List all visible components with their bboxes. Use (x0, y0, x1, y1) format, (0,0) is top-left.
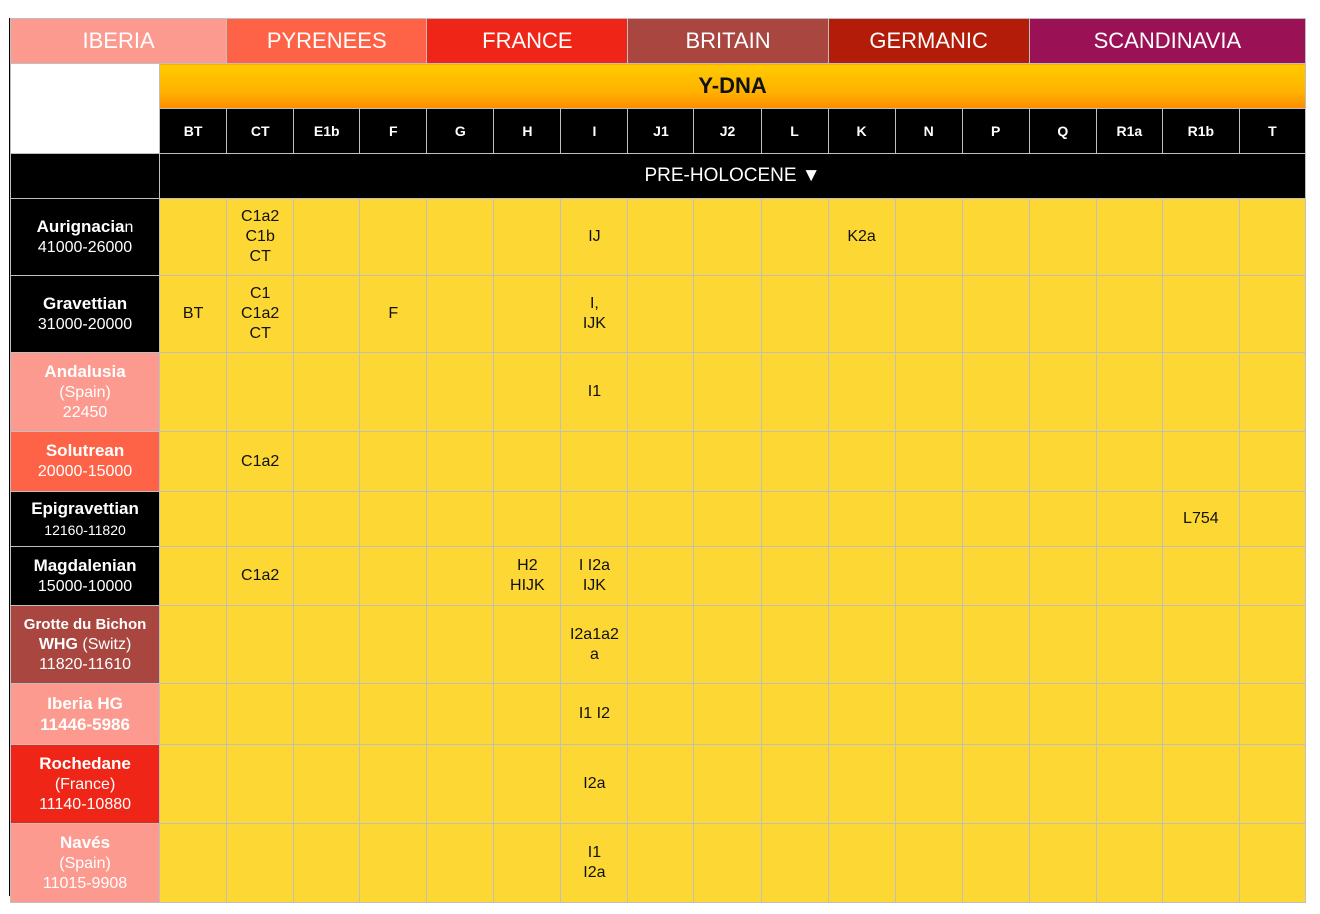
haplogroup-cell (962, 276, 1029, 353)
period-side-cell (11, 154, 160, 199)
region-header-britain: BRITAIN (628, 19, 828, 64)
region-header-pyrenees: PYRENEES (227, 19, 427, 64)
culture-name-line (11, 615, 159, 635)
haplogroup-cell (427, 432, 494, 492)
haplogroup-cell (962, 745, 1029, 824)
haplogroup-value: HIJK (510, 577, 545, 594)
haplogroup-value: IJK (582, 315, 606, 332)
haplogroup-cell (828, 276, 895, 353)
haplogroup-cell (1162, 492, 1239, 547)
haplogroup-cell (828, 432, 895, 492)
haplogroup-cell (1029, 547, 1096, 606)
haplogroup-cell (427, 606, 494, 684)
culture-dates: 41000-26000 (37, 238, 133, 256)
haplogroup-cell (227, 606, 294, 684)
haplogroup-cell (160, 547, 227, 606)
haplogroup-header: J1 (628, 109, 694, 154)
haplogroup-cell (494, 824, 561, 903)
haplogroup-cell (895, 745, 962, 824)
culture-label-cell (11, 547, 160, 606)
haplogroup-cell (761, 824, 828, 903)
haplogroup-cell (427, 199, 494, 276)
haplogroup-cell (360, 684, 427, 745)
region-header-germanic: GERMANIC (828, 19, 1029, 64)
haplogroup-cell (694, 606, 761, 684)
culture-name-line (11, 556, 159, 577)
haplogroup-value: I I2a (578, 557, 610, 574)
haplogroup-value: F (388, 305, 399, 322)
culture-name-line (11, 754, 159, 775)
haplogroup-cell (160, 745, 227, 824)
period-row (11, 154, 1306, 199)
haplogroup-cell (227, 432, 294, 492)
haplogroup-cell (294, 547, 360, 606)
haplogroup-cell (294, 199, 360, 276)
haplogroup-cell (427, 547, 494, 606)
haplogroup-cell (427, 353, 494, 432)
haplogroup-cell (694, 199, 761, 276)
culture-label-cell (11, 353, 160, 432)
haplogroup-value: I, (589, 295, 599, 312)
haplogroup-cell (1239, 684, 1305, 745)
haplogroup-cell (828, 606, 895, 684)
culture-name: Gravettian (43, 293, 128, 313)
culture-subtitle: (Spain) (59, 383, 111, 401)
haplogroup-cell (694, 432, 761, 492)
haplogroup-cell (494, 547, 561, 606)
haplogroup-cell (227, 492, 294, 547)
period-label[interactable]: PRE-HOLOCENE ▼ (160, 154, 1306, 199)
haplogroup-header: J2 (694, 109, 761, 154)
culture-row (11, 199, 1306, 276)
haplogroup-value: I1 (587, 383, 602, 400)
culture-name: Epigravettian (31, 498, 139, 518)
haplogroup-cell (895, 606, 962, 684)
haplogroup-cell (962, 684, 1029, 745)
haplogroup-value: I2a1a2 (569, 625, 619, 643)
haplogroup-cell (360, 824, 427, 903)
haplogroup-cell (628, 684, 694, 745)
haplogroup-cell (561, 824, 628, 903)
haplogroup-cell (962, 824, 1029, 903)
haplogroup-cell (294, 276, 360, 353)
region-header-france: FRANCE (427, 19, 628, 64)
haplogroup-cell (628, 824, 694, 903)
haplogroup-cell (494, 199, 561, 276)
culture-name-line (11, 833, 159, 854)
culture-subtitle-bold: WHG (38, 635, 78, 653)
haplogroup-cell (962, 606, 1029, 684)
haplogroup-cell (494, 684, 561, 745)
haplogroup-cell (761, 492, 828, 547)
haplogroup-cell (360, 432, 427, 492)
haplogroup-cell (761, 745, 828, 824)
culture-label-cell (11, 824, 160, 903)
haplogroup-header: H (494, 109, 561, 154)
haplogroup-cell (895, 492, 962, 547)
haplogroup-cell (294, 606, 360, 684)
haplogroup-cell (962, 199, 1029, 276)
haplogroup-cell (761, 606, 828, 684)
haplogroup-cell (694, 824, 761, 903)
haplogroup-cell (1096, 199, 1162, 276)
haplogroup-header: L (761, 109, 828, 154)
haplogroup-cell (1096, 606, 1162, 684)
haplogroup-cell (561, 199, 628, 276)
haplogroup-cell (227, 684, 294, 745)
haplogroup-cell (1096, 492, 1162, 547)
haplogroup-cell (227, 824, 294, 903)
culture-name: Rochedane (39, 753, 131, 773)
haplogroup-cell (962, 353, 1029, 432)
haplogroup-cell (561, 547, 628, 606)
haplogroup-cell (761, 199, 828, 276)
haplogroup-cell (561, 606, 628, 684)
haplogroup-cell (628, 353, 694, 432)
haplogroup-cell (494, 606, 561, 684)
culture-row (11, 353, 1306, 432)
haplogroup-cell (227, 276, 294, 353)
haplogroup-cell (962, 547, 1029, 606)
culture-name: Solutrean (45, 441, 125, 460)
haplogroup-cell (1162, 547, 1239, 606)
haplogroup-value: C1b (245, 228, 275, 245)
haplogroup-cell (561, 432, 628, 492)
haplogroup-value: C1a2 (241, 567, 280, 584)
haplogroup-cell (962, 432, 1029, 492)
haplogroup-cell (1029, 353, 1096, 432)
culture-name: Magdalenian (33, 555, 137, 575)
region-header-row (11, 19, 1306, 64)
haplogroup-cell (1096, 547, 1162, 606)
haplogroup-cell (895, 824, 962, 903)
haplogroup-cell (227, 353, 294, 432)
haplogroup-cell (628, 547, 694, 606)
haplogroup-cell (561, 684, 628, 745)
haplogroup-cell (828, 353, 895, 432)
haplogroup-cell (628, 276, 694, 353)
haplogroup-header-row (11, 109, 1306, 154)
haplogroup-cell (294, 745, 360, 824)
haplogroup-cell (561, 276, 628, 353)
haplogroup-cell (1029, 824, 1096, 903)
haplogroup-cell (1162, 353, 1239, 432)
haplogroup-cell (494, 745, 561, 824)
haplogroup-cell (360, 276, 427, 353)
culture-row (11, 276, 1306, 353)
haplogroup-value: IJK (582, 577, 606, 594)
haplogroup-cell (761, 547, 828, 606)
culture-label-cell (11, 684, 160, 745)
haplogroup-cell (1029, 492, 1096, 547)
haplogroup-header: P (962, 109, 1029, 154)
haplogroup-value: C1a2 (241, 208, 280, 225)
haplogroup-cell (1096, 353, 1162, 432)
haplogroup-value: C1a2 (241, 452, 280, 470)
ydna-table (10, 18, 1306, 903)
culture-label-cell (11, 492, 160, 547)
region-header-iberia: IBERIA (11, 19, 227, 64)
haplogroup-cell (360, 353, 427, 432)
culture-subtitle: (Spain) (59, 854, 111, 872)
haplogroup-cell (895, 353, 962, 432)
haplogroup-cell (494, 492, 561, 547)
haplogroup-cell (628, 745, 694, 824)
haplogroup-cell (160, 824, 227, 903)
haplogroup-cell (294, 492, 360, 547)
haplogroup-cell (561, 745, 628, 824)
haplogroup-cell (895, 199, 962, 276)
haplogroup-value: CT (249, 248, 271, 265)
culture-dates: 12160-11820 (44, 521, 126, 538)
haplogroup-cell (1096, 745, 1162, 824)
haplogroup-value: a (589, 645, 599, 663)
haplogroup-cell (1029, 199, 1096, 276)
culture-name-tail: n (124, 218, 134, 236)
haplogroup-cell (360, 606, 427, 684)
culture-row (11, 824, 1306, 903)
haplogroup-value: IJ (588, 228, 601, 245)
haplogroup-cell (1029, 606, 1096, 684)
culture-name: Grotte du Bichon (23, 615, 147, 633)
culture-subtitle: (France) (54, 775, 116, 793)
culture-subtitle: WHG (Switz) (38, 635, 132, 653)
haplogroup-cell (427, 824, 494, 903)
culture-row (11, 745, 1306, 824)
haplogroup-value: BT (182, 305, 204, 322)
haplogroup-cell (360, 547, 427, 606)
haplogroup-cell (628, 606, 694, 684)
haplogroup-value: I1 I2 (578, 705, 610, 722)
haplogroup-value: CT (249, 325, 271, 342)
haplogroup-cell (628, 492, 694, 547)
haplogroup-cell (160, 492, 227, 547)
haplogroup-cell (895, 432, 962, 492)
haplogroup-cell (1162, 432, 1239, 492)
haplogroup-cell (828, 684, 895, 745)
haplogroup-cell (160, 199, 227, 276)
haplogroup-cell (1029, 276, 1096, 353)
haplogroup-cell (1096, 684, 1162, 745)
haplogroup-header: G (427, 109, 494, 154)
haplogroup-cell (828, 824, 895, 903)
haplogroup-cell (1239, 276, 1305, 353)
haplogroup-cell (227, 745, 294, 824)
haplogroup-header: T (1239, 109, 1305, 154)
culture-dates: 15000-10000 (37, 577, 133, 595)
haplogroup-value: C1a2 (241, 305, 280, 322)
haplogroup-cell (628, 432, 694, 492)
haplogroup-value: K2a (847, 228, 876, 245)
haplogroup-cell (1239, 824, 1305, 903)
haplogroup-cell (694, 353, 761, 432)
haplogroup-cell (962, 492, 1029, 547)
haplogroup-cell (1239, 432, 1305, 492)
culture-label-cell (11, 432, 160, 492)
haplogroup-header: R1a (1096, 109, 1162, 154)
haplogroup-cell (1239, 353, 1305, 432)
culture-row (11, 684, 1306, 745)
culture-row (11, 547, 1306, 606)
culture-name-line (11, 294, 159, 315)
haplogroup-cell (494, 353, 561, 432)
haplogroup-cell (694, 492, 761, 547)
haplogroup-cell (160, 276, 227, 353)
culture-label-cell (11, 606, 160, 684)
haplogroup-value: I2a (583, 775, 606, 792)
haplogroup-cell (294, 353, 360, 432)
culture-name-line (11, 499, 159, 520)
haplogroup-cell (427, 276, 494, 353)
culture-name: Navés (59, 832, 111, 852)
haplogroup-header: N (895, 109, 962, 154)
culture-name-line (11, 217, 159, 238)
haplogroup-header: I (561, 109, 628, 154)
haplogroup-value: L754 (1183, 510, 1219, 527)
culture-row (11, 606, 1306, 684)
haplogroup-cell (895, 684, 962, 745)
haplogroup-cell (694, 547, 761, 606)
haplogroup-cell (160, 684, 227, 745)
haplogroup-cell (294, 432, 360, 492)
haplogroup-cell (895, 547, 962, 606)
haplogroup-cell (1096, 824, 1162, 903)
haplogroup-cell (1239, 606, 1305, 684)
haplogroup-cell (828, 492, 895, 547)
haplogroup-cell (227, 199, 294, 276)
culture-row (11, 432, 1306, 492)
haplogroup-cell (1239, 745, 1305, 824)
haplogroup-header: K (828, 109, 895, 154)
haplogroup-cell (427, 745, 494, 824)
haplogroup-cell (1096, 276, 1162, 353)
haplogroup-cell (227, 547, 294, 606)
haplogroup-cell (1029, 432, 1096, 492)
haplogroup-value: C1 (249, 285, 271, 302)
haplogroup-value: I1 (587, 844, 602, 861)
haplogroup-value: H2 (517, 557, 538, 574)
culture-name: Iberia HG (47, 693, 123, 713)
haplogroup-cell (1162, 684, 1239, 745)
haplogroup-cell (1162, 199, 1239, 276)
haplogroup-cell (360, 745, 427, 824)
haplogroup-cell (427, 492, 494, 547)
haplogroup-cell (427, 684, 494, 745)
haplogroup-cell (895, 276, 962, 353)
haplogroup-cell (160, 606, 227, 684)
haplogroup-cell (1096, 432, 1162, 492)
haplogroup-cell (1162, 276, 1239, 353)
haplogroup-cell (294, 824, 360, 903)
haplogroup-cell (1162, 745, 1239, 824)
haplogroup-cell (628, 199, 694, 276)
haplogroup-cell (828, 547, 895, 606)
haplogroup-cell (828, 199, 895, 276)
culture-row (11, 492, 1306, 547)
haplogroup-cell (360, 492, 427, 547)
haplogroup-cell (694, 745, 761, 824)
haplogroup-header: BT (160, 109, 227, 154)
haplogroup-cell (828, 745, 895, 824)
culture-name-line (11, 694, 159, 715)
culture-dates: 22450 (62, 403, 108, 421)
culture-name-line (11, 362, 159, 383)
haplogroup-cell (1162, 606, 1239, 684)
region-header-scandinavia: SCANDINAVIA (1029, 19, 1305, 64)
haplogroup-cell (494, 276, 561, 353)
haplogroup-cell (360, 199, 427, 276)
haplogroup-header: F (360, 109, 427, 154)
haplogroup-cell (1029, 745, 1096, 824)
haplogroup-cell (761, 432, 828, 492)
haplogroup-cell (1239, 492, 1305, 547)
culture-dates: 20000-15000 (37, 463, 133, 480)
haplogroup-header: R1b (1162, 109, 1239, 154)
culture-label-cell (11, 276, 160, 353)
haplogroup-cell (761, 276, 828, 353)
haplogroup-header: Q (1029, 109, 1096, 154)
culture-dates: 11446-5986 (40, 714, 130, 734)
corner-blank-cell (11, 64, 160, 154)
haplogroup-cell (160, 432, 227, 492)
haplogroup-cell (494, 432, 561, 492)
haplogroup-value: I2a (583, 864, 606, 881)
haplogroup-cell (761, 684, 828, 745)
culture-name: Aurignacia (36, 216, 125, 236)
culture-name-line (11, 441, 159, 462)
ydna-title: Y-DNA (160, 64, 1306, 109)
haplogroup-cell (1162, 824, 1239, 903)
haplogroup-cell (1239, 547, 1305, 606)
haplogroup-cell (294, 684, 360, 745)
haplogroup-cell (1029, 684, 1096, 745)
culture-dates: 31000-20000 (37, 315, 133, 333)
haplogroup-cell (694, 276, 761, 353)
haplogroup-cell (561, 353, 628, 432)
haplogroup-cell (694, 684, 761, 745)
culture-name: Andalusia (44, 361, 126, 381)
ydna-table-wrapper (10, 18, 1306, 903)
haplogroup-cell (761, 353, 828, 432)
culture-dates: 11820-11610 (39, 655, 132, 673)
haplogroup-header: CT (227, 109, 294, 154)
culture-dates: 11140-10880 (39, 795, 132, 813)
title-row (11, 64, 1306, 109)
haplogroup-cell (1239, 199, 1305, 276)
haplogroup-header: E1b (294, 109, 360, 154)
culture-label-cell (11, 745, 160, 824)
culture-label-cell (11, 199, 160, 276)
haplogroup-cell (160, 353, 227, 432)
haplogroup-cell (561, 492, 628, 547)
culture-dates: 11015-9908 (42, 874, 128, 892)
